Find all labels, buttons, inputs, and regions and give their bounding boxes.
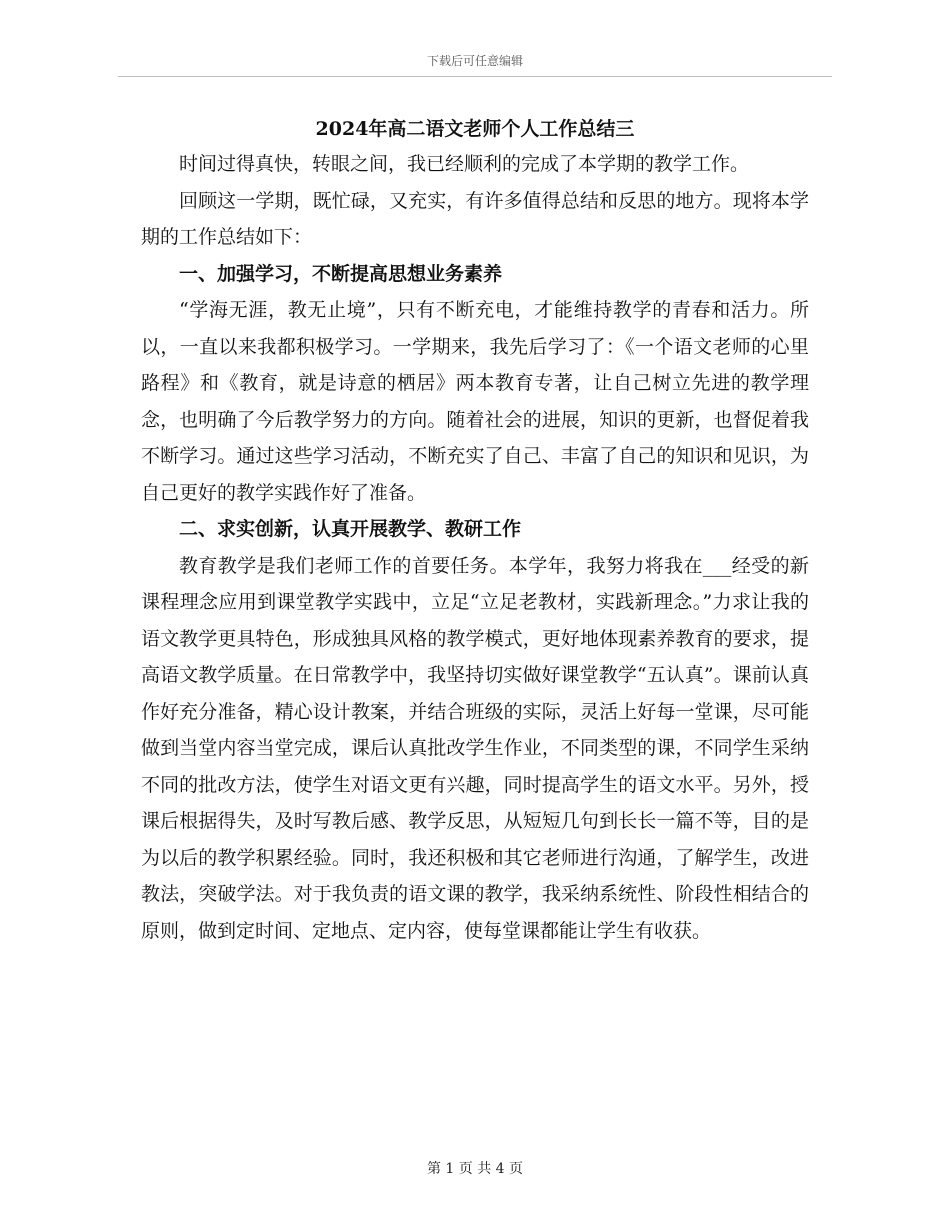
page-footer: 第 1 页 共 4 页 (426, 1161, 524, 1177)
intro-paragraph-1: 时间过得真快，转眼之间，我已经顺利的完成了本学期的教学工作。 (179, 153, 750, 175)
section-1-paragraph: “学海无涯，教无止境”，只有不断充电，才能维持教学的青春和活力。所以，一直以来我都积极学习。一学期来，我先后学习了：《一个语文老师的心里路程》和《教育，就是诗意的栖居》两本教育专著，让自己树立先进的教学理念，也明确了今后教学努力的方向。随着社会的进展，知识的更新，也督促着我不断学习。通过这些学习活动，不断充实了自己、丰富了自己的知识和见识，为自己更好的教学实践作好了准备。 (141, 299, 809, 504)
document-title: 2024年高二语文老师个人工作总结三 (315, 118, 635, 140)
page-header-note: 下载后可任意编辑 (426, 54, 523, 68)
section-1-heading: 一、加强学习，不断提高思想业务素养 (179, 262, 503, 285)
section-2-paragraph: 教育教学是我们老师工作的首要任务。本学年，我努力将我在___经受的新课程理念应用到课堂教学实践中，立足“立足老教材，实践新理念。”力求让我的语文教学更具特色，形成独具风格的教学模式，更好地体现素养教育的要求，提高语文教学质量。在日常教学中，我坚持切实做好课堂教学“五认真”。课前认真作好充分准备，精心设计教案，并结合班级的实际，灵活上好每一堂课，尽可能做到当堂内容当堂完成，课后认真批改学生作业，不同类型的课，不同学生采纳不同的批改方法，使学生对语文更有兴趣，同时提高学生的语文水平。另外，授课后根据得失，及时写教后感、教学反思，从短短几句到长长一篇不等，目的是为以后的教学积累经验。同时，我还积极和其它老师进行沟通，了解学生，改进教法，突破学法。对于我负责的语文课的教学，我采纳系统性、阶段性相结合的原则，做到定时间、定地点、定内容，使每堂课都能让学生有收获。 (141, 554, 809, 942)
intro-paragraph-2: 回顾这一学期，既忙碌，又充实，有许多值得总结和反思的地方。现将本学期的工作总结如下： (141, 189, 809, 248)
header-divider (118, 76, 832, 77)
document-body (141, 146, 809, 949)
section-2-heading: 二、求实创新，认真开展教学、教研工作 (179, 518, 522, 540)
